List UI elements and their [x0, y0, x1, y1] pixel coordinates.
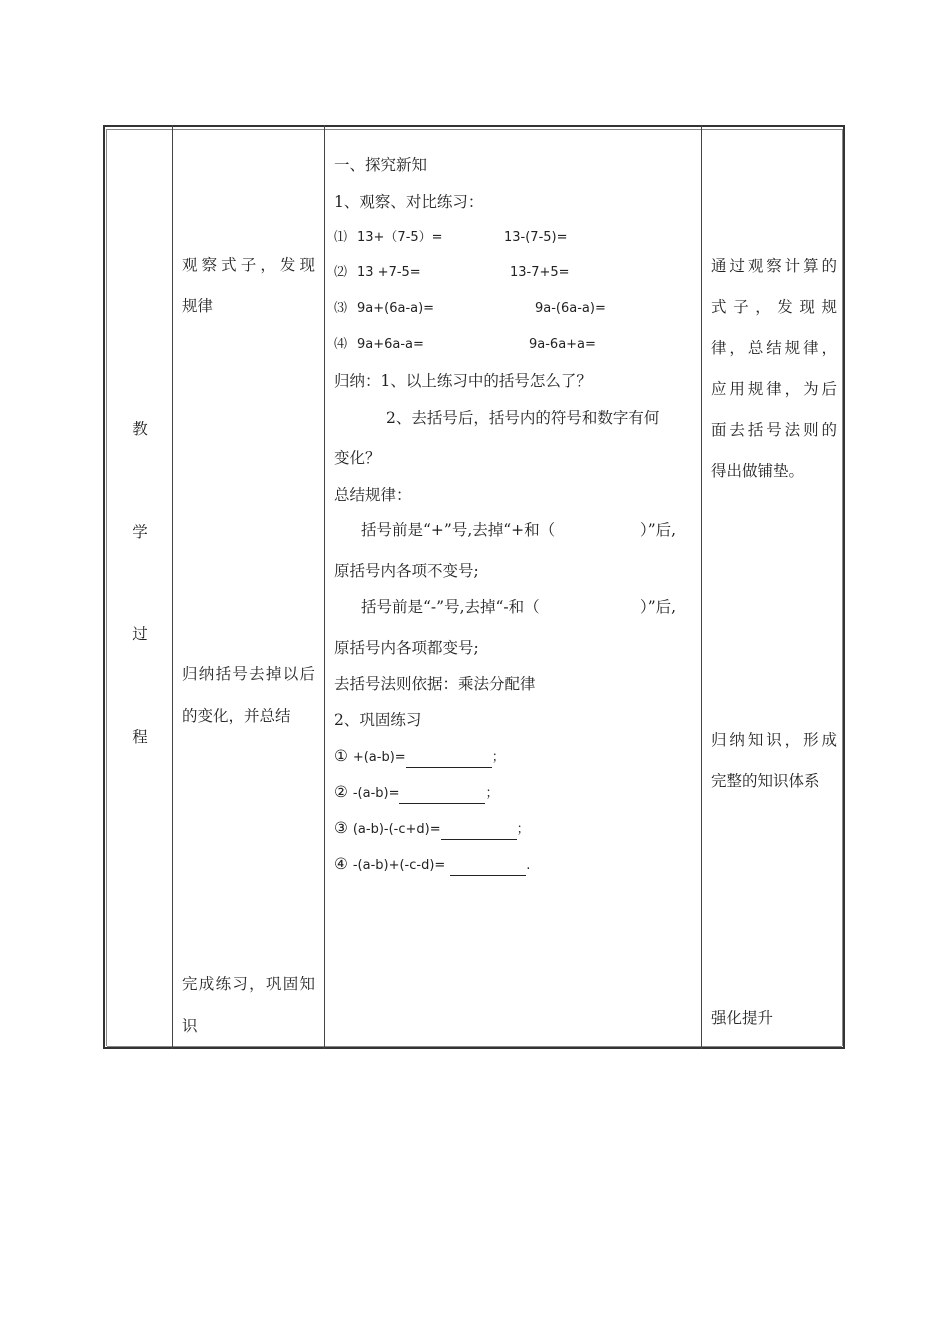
practice-item	[334, 854, 530, 876]
rule-text: ）”后,	[640, 598, 677, 616]
rule-text: 原括号内各项不变号;	[334, 562, 479, 580]
intent-text: 强化提升	[711, 1009, 774, 1027]
activity-text: 的变化，并总结	[182, 707, 291, 725]
intent-text: 应用规律，为后	[711, 380, 837, 398]
practice-expression: (a-b)-(-c+d)=	[352, 822, 441, 837]
table-inner-border	[106, 129, 107, 1046]
practice-end: ；	[485, 786, 499, 801]
practice-expression: -(a-b)=	[352, 786, 400, 801]
stage-label-char: 学	[132, 523, 148, 541]
rule-text: 原括号内各项都变号;	[334, 639, 479, 657]
column-divider	[701, 125, 702, 1049]
activity-text: 规律	[182, 297, 214, 315]
activity-text: 观察式子，发现	[182, 256, 315, 274]
practice-end: ；	[491, 750, 505, 765]
exercise-number: ⑷	[334, 337, 348, 352]
exercise-number: ⑵	[334, 265, 348, 280]
answer-blank[interactable]	[441, 825, 517, 840]
exercise-number: ⑴	[334, 230, 348, 245]
intent-text: 式子，发现规	[711, 298, 837, 316]
exercise-expression: 9a-6a+a=	[529, 337, 596, 352]
answer-blank[interactable]	[406, 753, 492, 768]
section-heading: 一、探究新知	[334, 156, 428, 174]
table-inner-border	[107, 129, 842, 130]
column-divider	[324, 125, 325, 1049]
practice-item	[334, 782, 499, 804]
practice-number: ③	[334, 819, 348, 837]
practice-number: ①	[334, 747, 348, 765]
rule-text: ）”后,	[640, 521, 677, 539]
exercise-expression: 13-7+5=	[510, 265, 570, 280]
exercise-expression: 9a+(6a-a)=	[357, 301, 435, 316]
intent-text: 归纳知识，形成	[711, 731, 837, 749]
question-text: 归纳：1、以上练习中的括号怎么了？	[334, 372, 592, 390]
stage-label-char: 教	[132, 420, 148, 438]
activity-text: 识	[182, 1017, 198, 1035]
question-text: 变化？	[334, 449, 381, 467]
practice-end: ；	[516, 822, 530, 837]
exercise-expression: 13+（7-5）=	[357, 230, 443, 245]
intent-text: 得出做铺垫。	[711, 462, 805, 480]
practice-expression: -(a-b)+(-c-d)=	[352, 858, 446, 873]
practice-number: ④	[334, 855, 348, 873]
table-inner-border	[842, 129, 843, 1046]
subheading: 2、巩固练习	[334, 711, 422, 729]
intent-text: 律，总结规律，	[711, 339, 837, 357]
exercise-expression: 9a-(6a-a)=	[535, 301, 606, 316]
practice-item	[334, 746, 505, 768]
activity-text: 归纳括号去掉以后	[182, 665, 315, 683]
answer-blank[interactable]	[450, 861, 526, 876]
rule-basis: 去括号法则依据：乘法分配律	[334, 675, 536, 693]
table-inner-border	[107, 1046, 842, 1047]
column-divider	[172, 125, 173, 1049]
activity-text: 完成练习，巩固知	[182, 975, 315, 993]
practice-number: ②	[334, 783, 348, 801]
practice-end: .	[526, 858, 531, 873]
intent-text: 通过观察计算的	[711, 257, 837, 275]
answer-blank[interactable]	[399, 789, 485, 804]
stage-label-char: 程	[132, 728, 148, 746]
exercise-expression: 13 +7-5=	[357, 265, 421, 280]
rule-text: 括号前是“-”号,去掉“-和（	[361, 598, 540, 616]
rule-text: 括号前是“+”号,去掉“+和（	[361, 521, 556, 539]
intent-text: 面去括号法则的	[711, 421, 837, 439]
question-text: 2、去括号后，括号内的符号和数字有何	[386, 409, 660, 427]
subheading: 1、观察、对比练习：	[334, 193, 484, 211]
summary-label: 总结规律：	[334, 486, 412, 504]
exercise-expression: 13-(7-5)=	[504, 230, 568, 245]
practice-item	[334, 818, 530, 840]
exercise-number: ⑶	[334, 301, 348, 316]
intent-text: 完整的知识体系	[711, 772, 820, 790]
exercise-expression: 9a+6a-a=	[357, 337, 424, 352]
stage-label-char: 过	[132, 625, 148, 643]
practice-expression: +(a-b)=	[352, 750, 406, 765]
